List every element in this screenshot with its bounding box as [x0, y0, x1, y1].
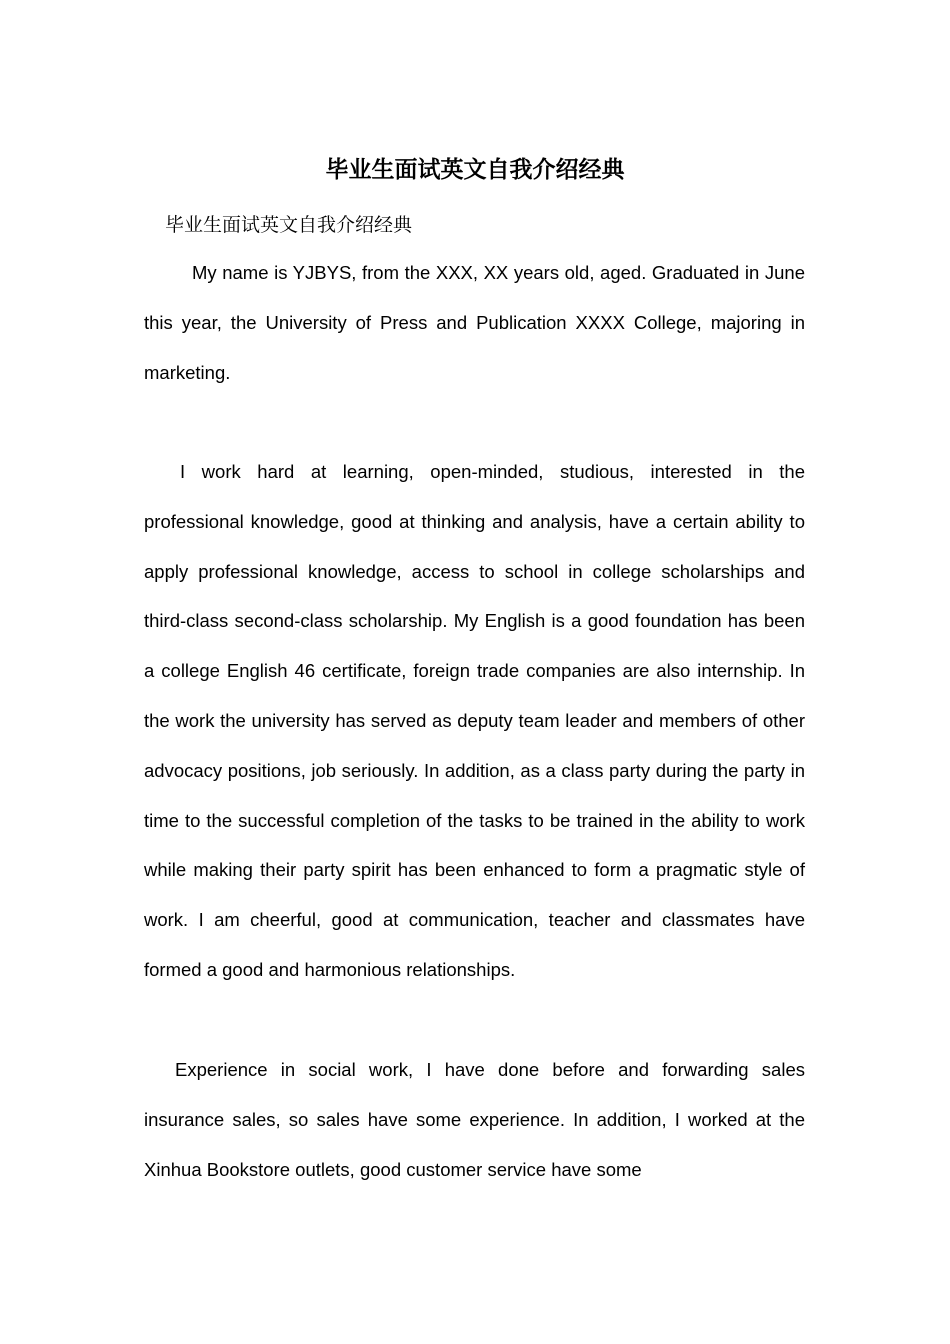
document-subtitle: 毕业生面试英文自我介绍经典 — [165, 214, 413, 236]
paragraph-social-experience: Experience in social work, I have done before and forwarding sales insurance sales, so sales have some experience. In addition, I worked at the Xinhua Bookstore outlets, good customer service have some — [144, 1059, 805, 1180]
paragraph-introduction: My name is YJBYS, from the XXX, XX years old, aged. Graduated in June this year, the University of Press and Publication XXXX College, majoring in marketing. — [144, 262, 805, 383]
paragraph-study-and-work: I work hard at learning, open-minded, studious, interested in the professional knowledge, good at thinking and analysis, have a certain ability to apply professional knowledge, access to school in college scholarships and third-class second-class scholarship. My English is a good foundation has been a college English 46 certificate, foreign trade companies are also internship. In the work the university has served as deputy team leader and members of other advocacy positions, job seriously. In addition, as a class party during the party in time to the successful completion of the tasks to be trained in the ability to work while making their party spirit has been enhanced to form a pragmatic style of work. I am cheerful, good at communication, teacher and classmates have formed a good and harmonious relationships. — [144, 461, 805, 980]
document-title: 毕业生面试英文自我介绍经典 — [325, 157, 625, 183]
